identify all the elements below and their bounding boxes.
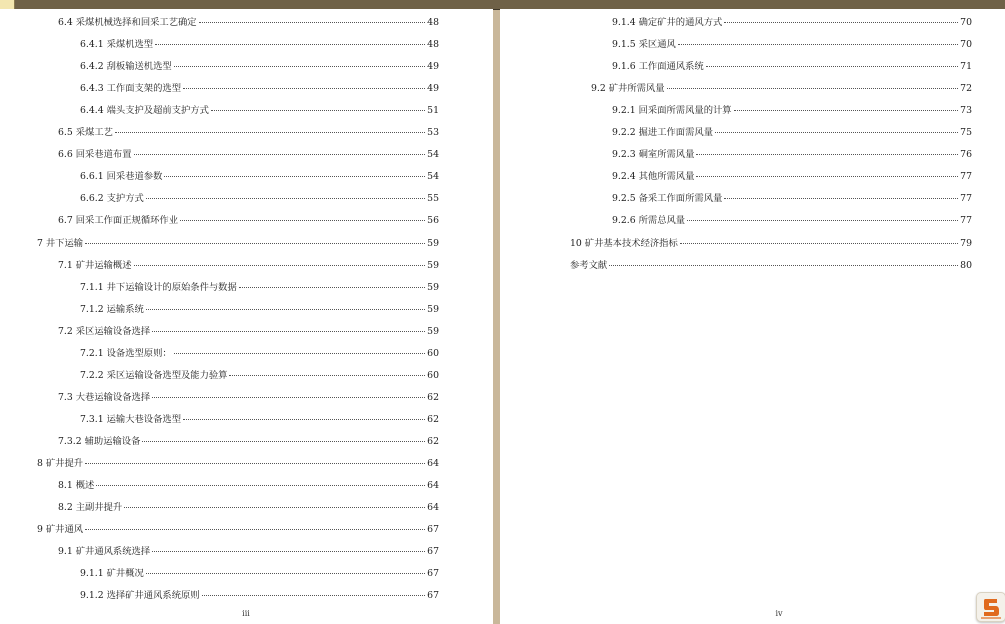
toc-leader-dots (678, 43, 958, 45)
toc-leader-dots (715, 131, 958, 133)
toc-entry[interactable] (37, 521, 439, 535)
toc-leader-dots (115, 131, 425, 133)
toc-leader-dots (96, 484, 425, 486)
toc-entry-page-number: 75 (960, 127, 972, 139)
toc-entry-page-number: 71 (960, 61, 972, 73)
toc-entry-title: 6.6.2 支护方式 (80, 193, 144, 205)
toc-leader-dots (687, 219, 958, 221)
toc-entry-title: 7.2.2 采区运输设备选型及能力验算 (80, 369, 228, 381)
toc-entry-title: 6.6 回采巷道布置 (58, 149, 132, 161)
toc-entry-page-number: 59 (427, 303, 439, 315)
toc-entry-title: 8 矿井提升 (37, 458, 84, 469)
toc-entry[interactable] (612, 102, 972, 116)
toc-entry[interactable] (58, 477, 439, 491)
toc-entry[interactable] (58, 212, 439, 226)
toc-entry-title: 9.2.2 掘进工作面需风量 (612, 127, 713, 139)
toc-leader-dots (152, 396, 425, 398)
toc-entry[interactable] (612, 124, 972, 138)
toc-entry[interactable] (612, 58, 972, 72)
document-page-left (0, 9, 493, 624)
toolbar-corner-button[interactable] (0, 0, 15, 9)
toc-entry-page-number: 73 (960, 105, 972, 117)
toc-entry[interactable] (612, 212, 972, 226)
toc-entry-page-number: 70 (960, 39, 972, 51)
toc-leader-dots (183, 418, 425, 420)
toc-entry[interactable] (58, 433, 439, 447)
toc-entry-title: 7 井下运输 (37, 237, 84, 249)
toc-leader-dots (202, 594, 426, 596)
toc-leader-dots (146, 197, 425, 199)
toc-entry-title: 9.1.5 采区通风 (612, 39, 676, 51)
toc-entry-page-number: 77 (960, 193, 972, 205)
toc-leader-dots (696, 175, 958, 177)
toc-entry-title: 8.2 主副井提升 (58, 502, 123, 514)
toc-entry[interactable] (58, 499, 439, 513)
toc-leader-dots (229, 374, 425, 376)
toc-entry-title: 6.4 采煤机械选择和回采工艺确定 (58, 17, 197, 28)
toc-leader-dots (724, 21, 958, 23)
toc-leader-dots (152, 550, 425, 552)
toc-leader-dots (142, 440, 425, 442)
toc-leader-dots (146, 572, 425, 574)
toc-entry-title: 7.3 大巷运输设备选择 (58, 391, 151, 403)
toc-leader-dots (183, 87, 425, 89)
toc-entry[interactable] (58, 323, 439, 337)
toc-entry-title: 7.1 矿井运输概述 (58, 259, 132, 271)
toc-entry-title: 6.4.2 刮板输送机选型 (80, 61, 172, 73)
toc-entry-title: 8.1 概述 (58, 480, 95, 492)
toc-entry[interactable] (80, 367, 439, 381)
toc-entry-page-number: 62 (427, 435, 439, 447)
toc-entry-title: 9.2 矿井所需风量 (591, 83, 665, 95)
toc-entry-title: 9.2.1 回采面所需风量的计算 (612, 105, 732, 117)
toc-entry-title: 7.2 采区运输设备选择 (58, 325, 151, 337)
toc-entry-page-number: 70 (960, 17, 972, 28)
toc-entry-page-number: 62 (427, 413, 439, 425)
toc-entry[interactable] (80, 80, 439, 94)
toc-entry-title: 9.2.4 其他所需风量 (612, 171, 695, 183)
toc-entry-title: 6.6.1 回采巷道参数 (80, 171, 163, 183)
toc-leader-dots (174, 65, 425, 67)
toc-entry-title: 9.1 矿井通风系统选择 (58, 546, 151, 558)
toc-leader-dots (667, 87, 959, 89)
toc-entry-title: 10 矿井基本技术经济指标 (570, 237, 678, 249)
toc-entry[interactable] (612, 190, 972, 204)
toc-entry[interactable] (58, 543, 439, 557)
toc-entry-page-number: 64 (427, 480, 439, 492)
toc-entry[interactable] (58, 146, 439, 160)
toc-leader-dots (124, 506, 425, 508)
toc-leader-dots (85, 528, 425, 530)
toc-leader-dots (239, 286, 425, 288)
toc-leader-dots (706, 65, 958, 67)
toc-entry-title: 6.4.4 端头支护及超前支护方式 (80, 105, 209, 117)
toc-leader-dots (134, 264, 426, 266)
toc-leader-dots (211, 109, 425, 111)
toc-entry-page-number: 48 (427, 17, 439, 28)
toc-leader-dots (85, 242, 425, 244)
toc-entry-title: 7.2.1 设备选型原则： (80, 347, 172, 359)
toc-entry-page-number: 55 (427, 193, 439, 205)
toc-entry-title: 参考文献 (570, 259, 608, 271)
toc-entry[interactable] (58, 14, 439, 28)
toc-entry-title: 6.4.3 工作面支架的选型 (80, 83, 181, 95)
toc-entry[interactable] (80, 102, 439, 116)
toc-entry[interactable] (58, 257, 439, 271)
toc-entry-title: 7.3.2 辅助运输设备 (58, 435, 141, 447)
toc-entry[interactable] (80, 168, 439, 182)
toc-entry-page-number: 59 (427, 237, 439, 249)
toc-entry-page-number: 60 (427, 369, 439, 381)
toc-entry[interactable] (58, 389, 439, 403)
toc-leader-dots (180, 219, 425, 221)
toc-entry-page-number: 54 (427, 149, 439, 161)
toc-entry-page-number: 51 (427, 105, 439, 117)
toc-entry-page-number: 76 (960, 149, 972, 161)
toc-entry-title: 6.5 采煤工艺 (58, 127, 113, 139)
toc-entry-page-number: 67 (427, 568, 439, 580)
toc-entry[interactable] (612, 36, 972, 50)
toc-entry-page-number: 77 (960, 171, 972, 183)
toc-leader-dots (146, 308, 425, 310)
toc-leader-dots (680, 242, 958, 244)
toc-entry[interactable] (612, 168, 972, 182)
toc-entry-page-number: 67 (427, 546, 439, 558)
toc-entry-page-number: 72 (960, 83, 972, 95)
toc-entry-page-number: 49 (427, 61, 439, 73)
toc-entry-title: 9.1.1 矿井概况 (80, 568, 144, 580)
toc-entry[interactable] (591, 80, 972, 94)
toc-entry-title: 9 矿井通风 (37, 524, 84, 536)
toc-entry-page-number: 80 (960, 259, 972, 271)
toc-entry-title: 6.4.1 采煤机选型 (80, 39, 154, 51)
toc-entry[interactable] (37, 235, 439, 249)
toc-entry-title: 9.2.3 硐室所需风量 (612, 149, 695, 161)
toc-entry-title: 9.1.2 选择矿井通风系统原则 (80, 590, 200, 602)
toc-entry-page-number: 54 (427, 171, 439, 183)
toc-leader-dots (609, 264, 958, 266)
toc-entry-page-number: 67 (427, 524, 439, 536)
toc-entry-title: 9.2.6 所需总风量 (612, 215, 686, 227)
toc-entry[interactable] (80, 345, 439, 359)
toc-entry-page-number: 48 (427, 39, 439, 51)
toc-entry[interactable] (80, 411, 439, 425)
toc-leader-dots (696, 153, 958, 155)
toc-leader-dots (174, 352, 425, 354)
toc-entry-page-number: 62 (427, 391, 439, 403)
toc-entry[interactable] (58, 124, 439, 138)
toc-entry-page-number: 67 (427, 590, 439, 602)
toc-leader-dots (152, 330, 425, 332)
toc-entry-page-number: 59 (427, 281, 439, 293)
toc-entry-title: 9.1.6 工作面通风系统 (612, 61, 704, 73)
toc-entry-page-number: 49 (427, 83, 439, 95)
toc-entry-title: 7.3.1 运输大巷设备选型 (80, 413, 181, 425)
toc-entry-page-number: 79 (960, 237, 972, 249)
toc-entry-title: 9.2.5 备采工作面所需风量 (612, 193, 723, 205)
toc-leader-dots (85, 462, 425, 464)
toc-entry-title: 9.1.4 确定矿井的通风方式 (612, 17, 723, 28)
toc-entry-title: 7.1.2 运输系统 (80, 303, 144, 315)
toc-entry-title: 7.1.1 井下运输设计的原始条件与数据 (80, 281, 237, 293)
toc-leader-dots (734, 109, 959, 111)
page-folio-left: iii (242, 609, 250, 618)
toc-entry-page-number: 60 (427, 347, 439, 359)
toc-entry[interactable] (80, 58, 439, 72)
toc-entry-page-number: 64 (427, 458, 439, 469)
toc-entry-page-number: 77 (960, 215, 972, 227)
toc-leader-dots (164, 175, 425, 177)
toc-leader-dots (155, 43, 425, 45)
toc-leader-dots (199, 21, 426, 23)
toc-entry[interactable] (612, 146, 972, 160)
toc-entry[interactable] (37, 455, 439, 469)
toc-entry[interactable] (80, 36, 439, 50)
toc-entry-page-number: 53 (427, 127, 439, 139)
toc-entry-page-number: 59 (427, 259, 439, 271)
toc-entry-page-number: 56 (427, 215, 439, 227)
toc-entry-page-number: 59 (427, 325, 439, 337)
page-folio-right: iv (775, 609, 783, 618)
toc-entry[interactable] (80, 565, 439, 579)
toc-entry[interactable] (570, 235, 972, 249)
toc-entry[interactable] (570, 257, 972, 271)
toc-entry[interactable] (80, 587, 439, 601)
toc-entry-title: 6.7 回采工作面正规循环作业 (58, 215, 179, 227)
toc-entry[interactable] (80, 301, 439, 315)
toc-entry[interactable] (80, 190, 439, 204)
toc-entry[interactable] (612, 14, 972, 28)
toc-entry-page-number: 64 (427, 502, 439, 514)
document-page-right (500, 9, 1005, 624)
toc-leader-dots (134, 153, 426, 155)
toc-leader-dots (724, 197, 958, 199)
app-logo-icon[interactable] (976, 592, 1005, 622)
toc-entry[interactable] (80, 279, 439, 293)
